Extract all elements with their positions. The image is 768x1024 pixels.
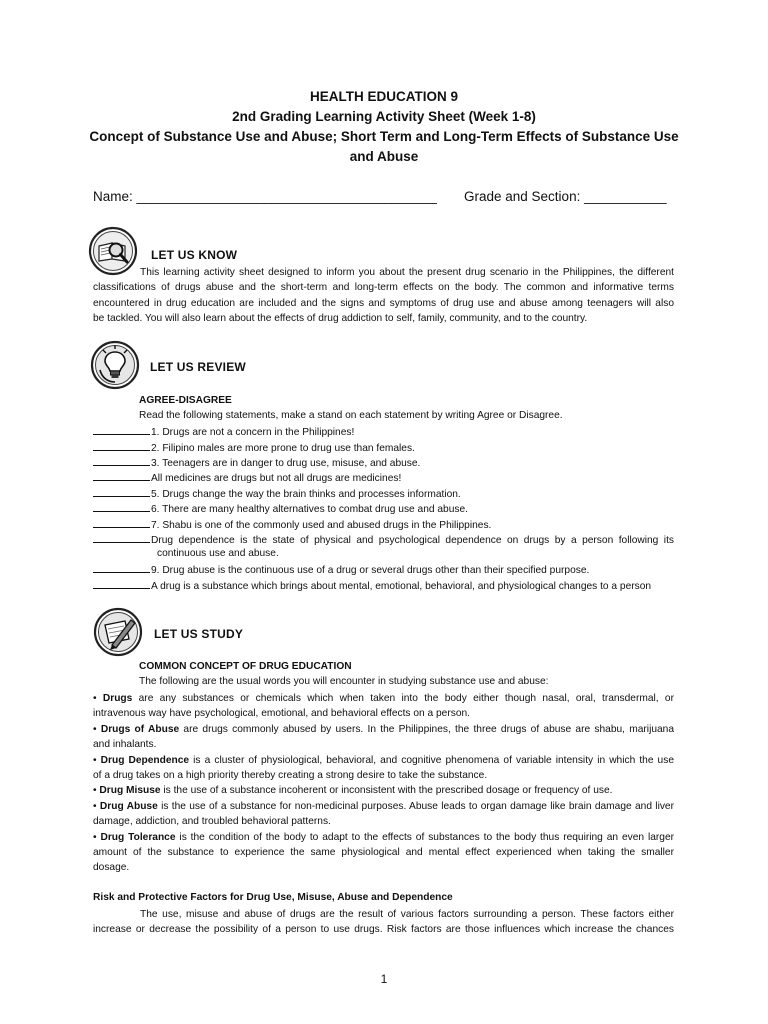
review-item: All medicines are drugs but not all drugs are medicines!: [93, 471, 401, 484]
term-drug-abuse: • Drug Abuse is the use of a substance for non-medicinal purposes. Abuse leads to organ damage like brain damage and liver: [93, 800, 674, 812]
review-item: 7. Shabu is one of the commonly used and abused drugs in the Philippines.: [93, 518, 491, 531]
answer-blank[interactable]: [93, 502, 150, 512]
review-item: 6. There are many healthy alternatives to combat drug use and abuse.: [93, 502, 468, 515]
let-us-know-title: LET US KNOW: [151, 248, 238, 262]
let-us-review-title: LET US REVIEW: [150, 360, 246, 374]
term-drug-tolerance: • Drug Tolerance is the condition of the body to adapt to the effects of substances to the body thus requiring an even larger: [93, 831, 675, 843]
page-number: 1: [380, 972, 388, 986]
answer-blank[interactable]: [93, 487, 150, 497]
know-line: This learning activity sheet designed to inform you about the present drug scenario in the Philippines, the different: [140, 267, 674, 278]
topic-title-line1: Concept of Substance Use and Abuse; Short Term and Long-Term Effects of Substance Use: [89, 129, 679, 144]
grade-section-field[interactable]: Grade and Section: ___________: [464, 189, 667, 204]
term-drugs-of-abuse: • Drugs of Abuse are drugs commonly abused by users. In the Philippines, the three drugs of abuse are shabu, marijuana: [93, 723, 674, 735]
topic-title-line2: and Abuse: [349, 149, 419, 164]
review-item: 1. Drugs are not a concern in the Philippines!: [93, 425, 354, 438]
answer-blank[interactable]: [93, 425, 150, 435]
review-item: 2. Filipino males are more prone to drug use than females.: [93, 441, 415, 454]
risk-line: The use, misuse and abuse of drugs are the result of various factors surrounding a person. These factors either: [140, 909, 674, 920]
let-us-know-paragraph: [93, 265, 674, 327]
review-item: A drug is a substance which brings about mental, emotional, behavioral, and physiological changes to a person: [93, 579, 651, 592]
answer-blank[interactable]: [93, 533, 150, 543]
sheet-title: 2nd Grading Learning Activity Sheet (Week 1-8): [232, 109, 536, 124]
risk-factors-paragraph: [93, 907, 674, 938]
know-line: classifications of drugs abuse and the short-term and long-term effects on the body. The common and informative terms: [93, 282, 674, 294]
agree-disagree-heading: AGREE-DISAGREE: [139, 395, 232, 406]
drug-education-heading: COMMON CONCEPT OF DRUG EDUCATION: [139, 661, 352, 672]
risk-factors-heading: Risk and Protective Factors for Drug Use, Misuse, Abuse and Dependence: [93, 892, 453, 903]
review-item: 3. Teenagers are in danger to drug use, misuse, and abuse.: [93, 456, 420, 469]
subject-title: HEALTH EDUCATION 9: [310, 89, 458, 104]
let-us-study-title: LET US STUDY: [154, 627, 244, 641]
topic-title: [80, 127, 688, 167]
term-drugs: • Drugs are any substances or chemicals which when taken into the body either though nasal, oral, transdermal, or: [93, 693, 674, 704]
review-item: 9. Drug abuse is the continuous use of a drug or several drugs other than their specified purpose.: [93, 563, 589, 576]
answer-blank[interactable]: [93, 471, 150, 481]
name-row: [93, 189, 683, 204]
answer-blank[interactable]: [93, 563, 150, 573]
answer-blank[interactable]: [93, 456, 150, 466]
term-drug-dependence: • Drug Dependence is a cluster of physiological, behavioral, and cognitive phenomena of variable intensity in which the use: [93, 754, 674, 766]
review-item-continued: continuous use and abuse.: [157, 548, 279, 559]
lightbulb-icon: [90, 340, 140, 390]
know-line: be tackled. You will also learn about the effects of drug addiction to self, family, community, and to the country.: [93, 313, 588, 325]
risk-line: increase or decrease the possibility of a person to use drugs. Risk factors are those influences which increase the chances: [93, 924, 674, 936]
review-item: 5. Drugs change the way the brain thinks and processes information.: [93, 487, 461, 500]
review-instruction: Read the following statements, make a stand on each statement by writing Agree or Disagree.: [139, 410, 563, 421]
answer-blank[interactable]: [93, 518, 150, 528]
know-line: encountered in drug education are included and the signs and symptoms of drug use and abuse among teenagers will also: [93, 297, 674, 309]
terms-list: • Drugs are any substances or chemicals which when taken into the body either though nasal, oral, transdermal, or intravenous way have psychological, emotional, and behavioral effects on a person. • Drugs of Abuse are drugs commonly abused by users. In the Philippines, the three drugs of abuse are shabu, marijuana and inhalants. • Drug Dependence is a cluster of physiological, behavioral, and cognitive phenomena of variable intensity in which the use of a drug takes on a high priority thereby creating a strong desire to take the substance. • Drug Misuse is the use of a substance incoherent or inconsistent with the prescribed dosage or frequency of use. • Drug Abuse is the use of a substance for non-medicinal purposes. Abuse leads to organ damage like brain damage and liver damage, addiction, and troubled behavioral patterns. • Drug Tolerance is the condition of the body to adapt to the effects of substances to the body thus requiring an even larger amount of the substance to experience the same physiological and mental effect experienced when taking the smaller dosage.: [93, 693, 675, 874]
answer-blank[interactable]: [93, 579, 150, 589]
answer-blank[interactable]: [93, 441, 150, 451]
study-intro: The following are the usual words you will encounter in studying substance use and abuse:: [139, 676, 549, 687]
pencil-paper-icon: [93, 607, 143, 657]
review-item: Drug dependence is the state of physical and psychological dependence on drugs by a person following its: [93, 533, 674, 546]
name-field[interactable]: Name: ________________________________________: [93, 189, 437, 204]
term-drug-misuse: • Drug Misuse is the use of a substance incoherent or inconsistent with the prescribed dosage or frequency of use.: [93, 785, 613, 797]
